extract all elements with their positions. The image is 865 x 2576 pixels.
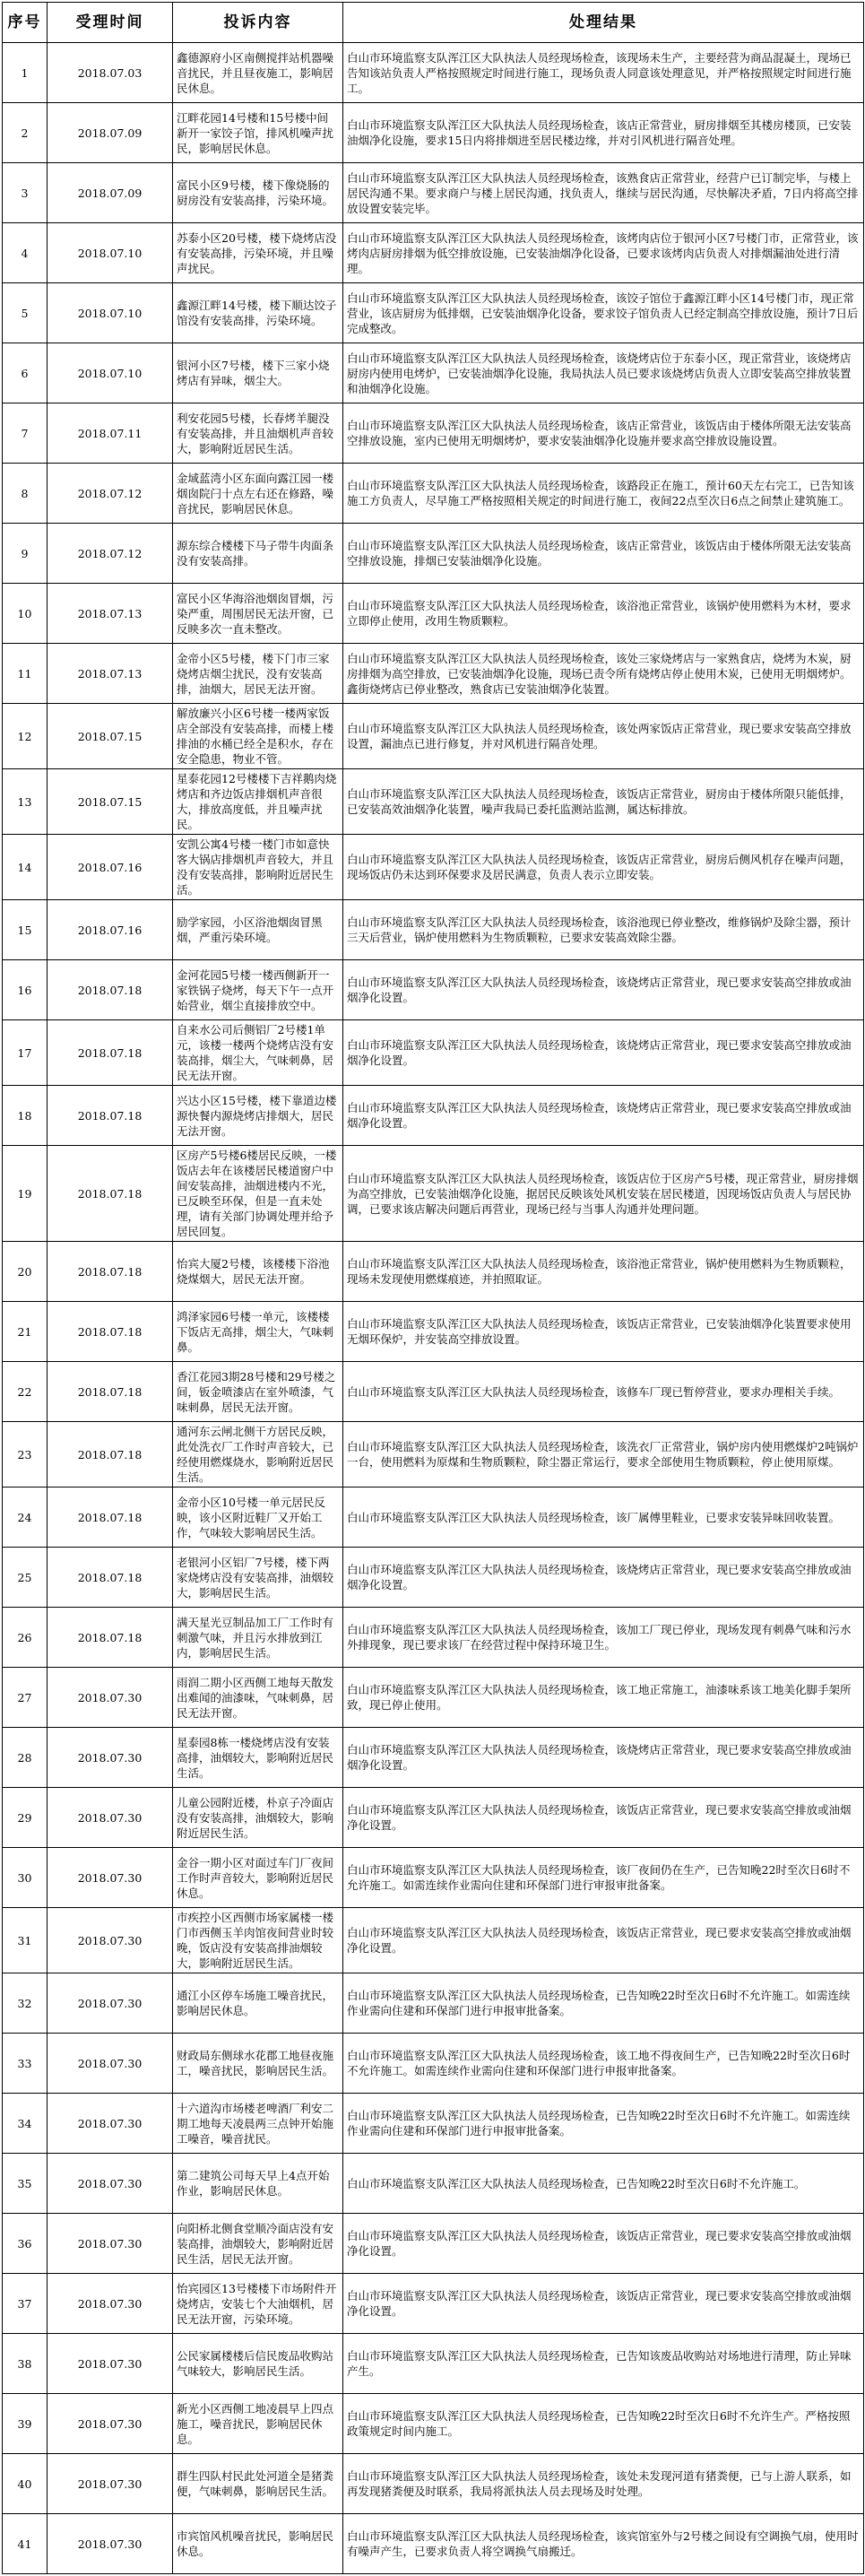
complaint-table (2, 2, 864, 2574)
cell-content: 富民小区华海浴池烟囱冒烟，污染严重，周围居民无法开窗，已反映多次一直未整改。 (173, 584, 343, 644)
cell-date: 2018.07.15 (48, 769, 173, 835)
cell-date: 2018.07.10 (48, 223, 173, 283)
cell-content: 解放廉兴小区6号楼一楼两家饭店全部没有安装高排，而楼上楼排油的水桶已经全是积水，存在安全隐患，物业不管。 (173, 704, 343, 769)
table-row (3, 1548, 864, 1608)
cell-date: 2018.07.30 (48, 2334, 173, 2394)
table-row (3, 1487, 864, 1548)
cell-result: 白山市环境监察支队浑江区大队执法人员经现场检查，该烧烤店正常营业，现已要求安装高空排放或油烟净化设置。 (343, 1728, 864, 1788)
cell-date: 2018.07.30 (48, 1908, 173, 1973)
cell-content: 金域蓝湾小区东面向露江园一楼烟囱院闩十点左右还在修路，噪音扰民，影响居民休息。 (173, 464, 343, 524)
cell-no: 13 (3, 769, 48, 835)
table-row (3, 2274, 864, 2334)
cell-no: 12 (3, 704, 48, 769)
cell-no: 1 (3, 43, 48, 103)
cell-no: 41 (3, 2514, 48, 2574)
cell-result: 白山市环境监察支队浑江区大队执法人员经现场检查，已告知晚22时至次日6时不允许生产。严格按照政策规定时间内施工。 (343, 2394, 864, 2454)
cell-date: 2018.07.18 (48, 1242, 173, 1302)
cell-result: 白山市环境监察支队浑江区大队执法人员经现场检查，该宾馆室外与2号楼之间设有空调换气扇，使用时有噪声产生，已要求负责人将空调换气扇搬迁。 (343, 2514, 864, 2574)
cell-result: 白山市环境监察支队浑江区大队执法人员经现场检查，该洗衣厂正常营业，锅炉房内使用燃煤炉2吨锅炉一台，使用燃料为原煤和生物质颗粒，除尘器正常运行，要求全部使用生物质颗粒，停止使用原煤。 (343, 1422, 864, 1487)
table-row (3, 900, 864, 960)
cell-content: 鑫源江畔14号楼，楼下顺达饺子馆没有安装高排，污染环境。 (173, 283, 343, 343)
table-row (3, 343, 864, 403)
cell-no: 39 (3, 2394, 48, 2454)
cell-no: 8 (3, 464, 48, 524)
cell-date: 2018.07.30 (48, 1973, 173, 2034)
cell-result: 白山市环境监察支队浑江区大队执法人员经现场检查，该现场未生产，主要经营为商品混凝土，现场已告知该站负责人严格按照规定时间进行施工，现场负责人同意该处理意见，并严格按照规定时间进行施工。 (343, 43, 864, 103)
table-row (3, 1422, 864, 1487)
cell-content: 安凯公寓4号楼一楼门市如意快客大锅店排烟机声音较大，并且没有安装高排，影响附近居民生活。 (173, 835, 343, 900)
cell-content: 金帝小区10号楼一单元居民反映，该小区附近鞋厂又开始工作，气味较大影响居民生活。 (173, 1487, 343, 1548)
cell-date: 2018.07.16 (48, 900, 173, 960)
cell-content: 银河小区7号楼，楼下三家小烧烤店有异味，烟尘大。 (173, 343, 343, 403)
cell-date: 2018.07.18 (48, 1362, 173, 1422)
table-row (3, 1020, 864, 1086)
cell-content: 儿童公园附近楼，朴京子冷面店没有安装高排，油烟较大，影响附近居民生活。 (173, 1788, 343, 1848)
cell-result: 白山市环境监察支队浑江区大队执法人员经现场检查，该饭店正常营业，现已要求安装高空排放或油烟净化设置。 (343, 2214, 864, 2274)
table-row (3, 835, 864, 900)
cell-no: 32 (3, 1973, 48, 2034)
table-row (3, 223, 864, 283)
cell-date: 2018.07.30 (48, 2454, 173, 2514)
cell-no: 40 (3, 2454, 48, 2514)
cell-result: 白山市环境监察支队浑江区大队执法人员经现场检查，该烧烤店位于东泰小区，现正常营业，该烧烤店厨房内使用电烤炉，已安装油烟净化设施，我局执法人员已要求该烧烤店负责人立即安装高空排放装置和油烟净化设施。 (343, 343, 864, 403)
table-row (3, 1788, 864, 1848)
cell-result: 白山市环境监察支队浑江区大队执法人员经现场检查，该饭店正常营业，厨房后侧风机存在噪声问题，现场饭店仍未达到环保要求及居民满意，负责人表示立即安装。 (343, 835, 864, 900)
table-row (3, 163, 864, 223)
table-row (3, 644, 864, 704)
cell-content: 星泰园8栋一楼烧烤店没有安装高排，油烟较大，影响附近居民生活。 (173, 1728, 343, 1788)
cell-content: 金帝小区5号楼，楼下门市三家烧烤店烟尘扰民，没有安装高排，油烟大，居民无法开窗。 (173, 644, 343, 704)
cell-result: 白山市环境监察支队浑江区大队执法人员经现场检查，该烧烤店正常营业，现已要求安装高空排放或油烟净化设置。 (343, 1020, 864, 1086)
cell-date: 2018.07.30 (48, 2034, 173, 2094)
cell-result: 白山市环境监察支队浑江区大队执法人员经现场检查，该处两家饭店正常营业，现已要求安装高空排放设置，漏油点已进行修复，并对风机进行隔音处理。 (343, 704, 864, 769)
cell-content: 鸿泽家园6号楼一单元，该楼楼下饭店无高排，烟尘大，气味刺鼻。 (173, 1302, 343, 1362)
header-row (3, 3, 864, 43)
cell-result: 白山市环境监察支队浑江区大队执法人员经现场检查，该处未发现河道有猪粪便，已与上游人联系，如再发现猪粪便及时联系，我局将派执法人员去现场及时处理。 (343, 2454, 864, 2514)
cell-content: 老银河小区铝厂7号楼，楼下两家烧烤店没有安装高排，油烟较大，影响居民生活。 (173, 1548, 343, 1608)
cell-no: 14 (3, 835, 48, 900)
cell-result: 白山市环境监察支队浑江区大队执法人员经现场检查，该厂夜间仍在生产，已告知晚22时至次日6时不允许施工。如需连续作业需向住建和环保部门进行审报审批备案。 (343, 1848, 864, 1908)
cell-no: 35 (3, 2154, 48, 2214)
cell-no: 28 (3, 1728, 48, 1788)
cell-result: 白山市环境监察支队浑江区大队执法人员经现场检查，已告知晚22时至次日6时不允许施工。如需连续作业需向住建和环保部门进行申报审批备案。 (343, 2094, 864, 2154)
cell-result: 白山市环境监察支队浑江区大队执法人员经现场检查，该店正常营业，厨房排烟至其楼房楼顶，已安装油烟净化设施，要求15日内将排烟进至居民楼边缘，并对引风机进行隔音处理。 (343, 103, 864, 163)
cell-no: 9 (3, 524, 48, 584)
cell-result: 白山市环境监察支队浑江区大队执法人员经现场检查，该加工厂现已停业，现场发现有刺鼻气味和污水外排现象，现已要求该厂在经营过程中保持环境卫生。 (343, 1608, 864, 1668)
table-row (3, 769, 864, 835)
table-row (3, 464, 864, 524)
cell-no: 19 (3, 1146, 48, 1242)
cell-result: 白山市环境监察支队浑江区大队执法人员经现场检查，该饭店位于区房产5号楼，现正常营业，厨房排烟为高空排放，已安装油烟净化设施，据居民反映该处风机安装在居民楼道，因现场饭店负责人与居民协调，已要求该店解决问题后再营业，现场已经与当事人沟通并处理问题。 (343, 1146, 864, 1242)
table-row (3, 1302, 864, 1362)
cell-date: 2018.07.18 (48, 1146, 173, 1242)
cell-date: 2018.07.18 (48, 960, 173, 1020)
cell-no: 37 (3, 2274, 48, 2334)
cell-date: 2018.07.18 (48, 1608, 173, 1668)
cell-no: 10 (3, 584, 48, 644)
cell-date: 2018.07.30 (48, 2394, 173, 2454)
cell-no: 5 (3, 283, 48, 343)
cell-result: 白山市环境监察支队浑江区大队执法人员经现场检查，该工地不得夜间生产，已告知晚22时至次日6时不允许施工。如需连续作业需向住建和环保部门进行申报审批备案。 (343, 2034, 864, 2094)
cell-date: 2018.07.09 (48, 103, 173, 163)
cell-date: 2018.07.12 (48, 464, 173, 524)
cell-content: 金谷一期小区对面过车门厂夜间工作时声音较大，影响附近居民休息。 (173, 1848, 343, 1908)
table-row (3, 2394, 864, 2454)
cell-date: 2018.07.18 (48, 1086, 173, 1146)
cell-no: 34 (3, 2094, 48, 2154)
cell-date: 2018.07.30 (48, 2274, 173, 2334)
cell-result: 白山市环境监察支队浑江区大队执法人员经现场检查，该烧烤店正常营业，现已要求安装高空排放或油烟净化设置。 (343, 1548, 864, 1608)
cell-no: 26 (3, 1608, 48, 1668)
cell-date: 2018.07.30 (48, 2094, 173, 2154)
cell-content: 富民小区9号楼，楼下像烧肠的厨房没有安装高排，污染环境。 (173, 163, 343, 223)
cell-no: 30 (3, 1848, 48, 1908)
cell-result: 白山市环境监察支队浑江区大队执法人员经现场检查，该饭店正常营业，现已要求安装高空排放或油烟净化设置。 (343, 1908, 864, 1973)
header-result: 处理结果 (343, 3, 864, 43)
cell-date: 2018.07.10 (48, 343, 173, 403)
cell-content: 第二建筑公司每天早上4点开始作业，影响居民休息。 (173, 2154, 343, 2214)
table-row (3, 103, 864, 163)
cell-content: 财政局东侧球水花郡工地昼夜施工，噪音扰民，影响居民生活。 (173, 2034, 343, 2094)
cell-date: 2018.07.09 (48, 163, 173, 223)
cell-no: 4 (3, 223, 48, 283)
cell-result: 白山市环境监察支队浑江区大队执法人员经现场检查，该烤肉店位于银河小区7号楼门市，正常营业，该烤肉店厨房排烟为低空排放设施，已安装油烟净化设备，已要求该烤肉店负责人对排烟漏油处进行清理。 (343, 223, 864, 283)
table-row (3, 2334, 864, 2394)
table-row (3, 1908, 864, 1973)
cell-result: 白山市环境监察支队浑江区大队执法人员经现场检查，该饺子馆位于鑫源江畔小区14号楼门市，现正常营业，该店厨房为低排烟，已安装油烟净化设备，要求饺子馆负责人已经定制高空排放设施，预计7日后完成整改。 (343, 283, 864, 343)
cell-content: 源东综合楼楼下马子带牛肉面条没有安装高排。 (173, 524, 343, 584)
cell-result: 白山市环境监察支队浑江区大队执法人员经现场检查，该厂属傅里鞋业，已要求安装异味回收装置。 (343, 1487, 864, 1548)
table-row (3, 1728, 864, 1788)
cell-result: 白山市环境监察支队浑江区大队执法人员经现场检查，已告知该废品收购站对场地进行清理，防止异味产生。 (343, 2334, 864, 2394)
cell-content: 江畔花园14号楼和15号楼中间新开一家饺子馆，排风机噪声扰民，影响居民休息。 (173, 103, 343, 163)
table-row (3, 2154, 864, 2214)
cell-content: 自来水公司后侧铝厂2号楼1单元，该楼一楼两个烧烤店没有安装高排，烟尘大，气味刺鼻，居民无法开窗。 (173, 1020, 343, 1086)
cell-date: 2018.07.10 (48, 283, 173, 343)
header-date: 受理时间 (48, 3, 173, 43)
cell-content: 励学家园，小区浴池烟囱冒黑烟，严重污染环境。 (173, 900, 343, 960)
cell-no: 24 (3, 1487, 48, 1548)
cell-no: 7 (3, 403, 48, 464)
cell-date: 2018.07.18 (48, 1422, 173, 1487)
cell-no: 36 (3, 2214, 48, 2274)
cell-date: 2018.07.13 (48, 584, 173, 644)
cell-result: 白山市环境监察支队浑江区大队执法人员经现场检查，该饭店正常营业，已安装油烟净化装置要求使用无烟环保炉，并安装高空排放设置。 (343, 1302, 864, 1362)
cell-result: 白山市环境监察支队浑江区大队执法人员经现场检查，已告知晚22时至次日6时不允许施工。如需连续作业需向住建和环保部门进行申报审批备案。 (343, 1973, 864, 2034)
cell-content: 向阳桥北侧食堂顺冷面店没有安装高排，油烟较大，影响附近居民生活，居民无法开窗。 (173, 2214, 343, 2274)
cell-content: 新光小区西侧工地凌晨早上四点施工，噪音扰民，影响居民休息。 (173, 2394, 343, 2454)
table-row (3, 43, 864, 103)
cell-content: 区房产5号楼6楼居民反映，一楼饭店去年在该楼居民楼道窗户中间安装高排，油烟进楼内不光，已反映至环保，但是一直未处理，请有关部门协调处理并给予居民回复。 (173, 1146, 343, 1242)
table-row (3, 1146, 864, 1242)
cell-content: 兴达小区15号楼，楼下靠道边楼源快餐内源烧烤店排烟大，居民无法开窗。 (173, 1086, 343, 1146)
table-row (3, 1608, 864, 1668)
header-content: 投诉内容 (173, 3, 343, 43)
cell-result: 白山市环境监察支队浑江区大队执法人员经现场检查，该饭店正常营业，现已要求安装高空排放或油烟净化设置。 (343, 2274, 864, 2334)
cell-date: 2018.07.30 (48, 2514, 173, 2574)
cell-result: 白山市环境监察支队浑江区大队执法人员经现场检查，该修车厂现已暂停营业，要求办理相关手续。 (343, 1362, 864, 1422)
cell-date: 2018.07.16 (48, 835, 173, 900)
cell-date: 2018.07.30 (48, 1788, 173, 1848)
cell-content: 满天星光豆制品加工厂工作时有刺激气味，并且污水排放到江内，影响居民生活。 (173, 1608, 343, 1668)
cell-date: 2018.07.30 (48, 2214, 173, 2274)
cell-date: 2018.07.30 (48, 2154, 173, 2214)
cell-no: 25 (3, 1548, 48, 1608)
cell-no: 31 (3, 1908, 48, 1973)
table-row (3, 2034, 864, 2094)
table-row (3, 1848, 864, 1908)
table-row (3, 2214, 864, 2274)
cell-no: 3 (3, 163, 48, 223)
table-row (3, 2514, 864, 2574)
cell-content: 市宾馆风机噪音扰民，影响居民休息。 (173, 2514, 343, 2574)
cell-result: 白山市环境监察支队浑江区大队执法人员经现场检查，该饭店正常营业，厨房由于楼体所限只能低排，已安装高效油烟净化装置，噪声我局已委托监测站监测，属达标排放。 (343, 769, 864, 835)
table-row (3, 1973, 864, 2034)
cell-result: 白山市环境监察支队浑江区大队执法人员经现场检查，该工地正常施工，油漆味系该工地美化脚手架所致，现已停止使用。 (343, 1668, 864, 1728)
cell-result: 白山市环境监察支队浑江区大队执法人员经现场检查，已告知晚22时至次日6时不允许施工。 (343, 2154, 864, 2214)
cell-content: 十六道沟市场楼老啤酒厂利安二期工地每天凌晨两三点钟开始施工噪音，噪音扰民。 (173, 2094, 343, 2154)
table-row (3, 1362, 864, 1422)
table-row (3, 584, 864, 644)
table-row (3, 283, 864, 343)
cell-result: 白山市环境监察支队浑江区大队执法人员经现场检查，该浴池正常营业，该锅炉使用燃料为木材，要求立即停止使用，改用生物质颗粒。 (343, 584, 864, 644)
cell-no: 2 (3, 103, 48, 163)
cell-result: 白山市环境监察支队浑江区大队执法人员经现场检查，该处三家烧烤店与一家熟食店，烧烤为木炭，厨房排烟为高空排放，已安装油烟净化设施，现场已责令所有烧烤店停止使用木炭，已使用无明烟烤炉。鑫街烧烤店已停业整改，熟食店已安装油烟净化装置。 (343, 644, 864, 704)
cell-result: 白山市环境监察支队浑江区大队执法人员经现场检查，该烧烤店正常营业，现已要求安装高空排放或油烟净化设置。 (343, 1086, 864, 1146)
cell-date: 2018.07.18 (48, 1302, 173, 1362)
table-body (3, 43, 864, 2574)
cell-content: 市疾控小区西侧市场家属楼一楼门市西侧玉羊肉馆夜间营业时较晚，饭店没有安装高排油烟较大，影响附近居民生活。 (173, 1908, 343, 1973)
cell-content: 通江小区停车场施工噪音扰民，影响居民休息。 (173, 1973, 343, 2034)
cell-date: 2018.07.30 (48, 1848, 173, 1908)
table-row (3, 2094, 864, 2154)
cell-no: 18 (3, 1086, 48, 1146)
table-row (3, 524, 864, 584)
cell-date: 2018.07.12 (48, 524, 173, 584)
cell-content: 香江花园3期28号楼和29号楼之间，钣金喷漆店在室外喷漆，气味刺鼻，居民无法开窗。 (173, 1362, 343, 1422)
cell-date: 2018.07.18 (48, 1548, 173, 1608)
cell-no: 6 (3, 343, 48, 403)
cell-no: 22 (3, 1362, 48, 1422)
cell-result: 白山市环境监察支队浑江区大队执法人员经现场检查，该浴池现已停业整改，维修锅炉及除尘器，预计三天后营业，锅炉使用燃料为生物质颗粒，已要求安装高效除尘器。 (343, 900, 864, 960)
cell-result: 白山市环境监察支队浑江区大队执法人员经现场检查，该店正常营业，该饭店由于楼体所限无法安装高空排放设施，排烟已安装油烟净化设施。 (343, 524, 864, 584)
cell-content: 怡宾园区13号楼楼下市场附件开烧烤店，安装七个大油烟机，居民无法开窗，污染环境。 (173, 2274, 343, 2334)
cell-result: 白山市环境监察支队浑江区大队执法人员经现场检查，该浴池正常营业，锅炉使用燃料为生物质颗粒，现场未发现使用燃煤痕迹，并拍照取证。 (343, 1242, 864, 1302)
cell-no: 15 (3, 900, 48, 960)
cell-result: 白山市环境监察支队浑江区大队执法人员经现场检查，该熟食店正常营业，经营户已订制完毕，与楼上居民沟通不果。要求商户与楼上居民沟通，找负责人，继续与居民沟通，尽快解决矛盾，7日内将高空排放设置安装完毕。 (343, 163, 864, 223)
cell-date: 2018.07.18 (48, 1020, 173, 1086)
cell-no: 23 (3, 1422, 48, 1487)
cell-result: 白山市环境监察支队浑江区大队执法人员经现场检查，该店正常营业，该饭店由于楼体所限无法安装高空排放设施，室内已使用无明烟烤炉，要求安装油烟净化设施并要求高空排放设施设置。 (343, 403, 864, 464)
cell-date: 2018.07.30 (48, 1668, 173, 1728)
cell-content: 鑫德源府小区南侧搅拌站机器噪音扰民，并且昼夜施工，影响居民休息。 (173, 43, 343, 103)
cell-no: 33 (3, 2034, 48, 2094)
cell-content: 群生四队村民此处河道全是猪粪便，气味刺鼻，影响居民生活。 (173, 2454, 343, 2514)
table-row (3, 1242, 864, 1302)
cell-date: 2018.07.11 (48, 403, 173, 464)
cell-no: 17 (3, 1020, 48, 1086)
cell-content: 利安花园5号楼，长春烤羊腿没有安装高排，并且油烟机声音较大，影响附近居民生活。 (173, 403, 343, 464)
table-row (3, 1668, 864, 1728)
cell-no: 11 (3, 644, 48, 704)
cell-content: 雨润二期小区西侧工地每天散发出难闻的油漆味，气味刺鼻，居民无法开窗。 (173, 1668, 343, 1728)
cell-date: 2018.07.30 (48, 1728, 173, 1788)
cell-no: 29 (3, 1788, 48, 1848)
table-row (3, 1086, 864, 1146)
cell-no: 16 (3, 960, 48, 1020)
cell-result: 白山市环境监察支队浑江区大队执法人员经现场检查，该饭店正常营业，现已要求安装高空排放或油烟净化设置。 (343, 1788, 864, 1848)
cell-no: 21 (3, 1302, 48, 1362)
table-row (3, 403, 864, 464)
cell-date: 2018.07.15 (48, 704, 173, 769)
cell-date: 2018.07.18 (48, 1487, 173, 1548)
cell-no: 38 (3, 2334, 48, 2394)
header-no: 序号 (3, 3, 48, 43)
cell-content: 通河东云闸北侧干方居民反映，此处洗衣厂工作时声音较大，已经使用燃煤烧水，影响附近居民生活。 (173, 1422, 343, 1487)
cell-content: 公民家属楼楼后信民废品收购站气味较大，影响居民生活。 (173, 2334, 343, 2394)
cell-no: 27 (3, 1668, 48, 1728)
cell-content: 金河花园5号楼一楼西侧新开一家铁锅子烧烤，每天下午一点开始营业，烟尘直接排放空中。 (173, 960, 343, 1020)
table-row (3, 704, 864, 769)
cell-result: 白山市环境监察支队浑江区大队执法人员经现场检查，该烧烤店正常营业，现已要求安装高空排放或油烟净化设置。 (343, 960, 864, 1020)
table-row (3, 2454, 864, 2514)
cell-date: 2018.07.03 (48, 43, 173, 103)
cell-result: 白山市环境监察支队浑江区大队执法人员经现场检查，该路段正在施工，预计60天左右完工，已告知该施工方负责人，尽早施工严格按照相关规定的时间进行施工，夜间22点至次日6点之间禁止建筑施工。 (343, 464, 864, 524)
cell-no: 20 (3, 1242, 48, 1302)
cell-date: 2018.07.13 (48, 644, 173, 704)
cell-content: 星泰花园12号楼楼下吉祥鹅肉烧烤店和齐边饭店排烟机声音很大，排放高度低，并且噪声扰民。 (173, 769, 343, 835)
table-row (3, 960, 864, 1020)
cell-content: 怡宾大厦2号楼，该楼楼下浴池烧煤烟大，居民无法开窗。 (173, 1242, 343, 1302)
cell-content: 苏泰小区20号楼，楼下烧烤店没有安装高排，污染环境，并且噪声扰民。 (173, 223, 343, 283)
